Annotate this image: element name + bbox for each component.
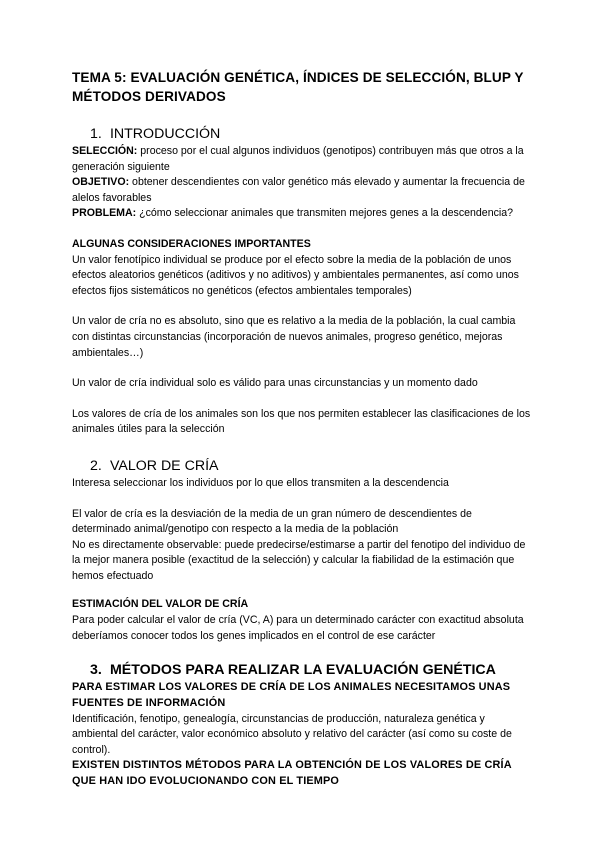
section-3-number: 3. bbox=[90, 662, 102, 679]
section-3-heading bbox=[90, 661, 532, 680]
section-1-number: 1. bbox=[90, 126, 102, 142]
paragraph: Un valor de cría individual solo es válido para unas circunstancias y un momento dado bbox=[72, 377, 478, 390]
definition-term: OBJETIVO: bbox=[72, 176, 130, 189]
paragraph: El valor de cría es la desviación de la media de un gran número de descendientes de determinado animal/genotipo con respecto a la media de la población bbox=[72, 507, 472, 536]
document-page bbox=[72, 68, 532, 790]
paragraph: No es directamente observable: puede predecirse/estimarse a partir del fenotipo del individuo de la mejor manera posible (exactitud de la selección) y calcular la fiabilidad de la estimación que hemos efectuado bbox=[72, 538, 526, 582]
definition-seleccion bbox=[72, 144, 532, 175]
subheading-metodos: EXISTEN DISTINTOS MÉTODOS PARA LA OBTENCIÓN DE LOS VALORES DE CRÍA QUE HAN IDO EVOLUCIONANDO CON EL TIEMPO bbox=[72, 759, 512, 788]
section-1-title: INTRODUCCIÓN bbox=[109, 126, 221, 142]
paragraph: Interesa seleccionar los individuos por lo que ellos transmiten a la descendencia bbox=[72, 476, 449, 489]
definition-term: SELECCIÓN: bbox=[72, 145, 138, 157]
section-1-heading bbox=[90, 125, 532, 144]
definition-term: PROBLEMA: bbox=[72, 207, 137, 220]
section-3-title: MÉTODOS PARA REALIZAR LA EVALUACIÓN GENÉTICA bbox=[109, 662, 496, 679]
paragraph: Los valores de cría de los animales son los que nos permiten establecer las clasificaciones de los animales útiles para la selección bbox=[72, 407, 531, 436]
section-2-title: VALOR DE CRÍA bbox=[109, 457, 219, 474]
subheading-estimacion: ESTIMACIÓN DEL VALOR DE CRÍA bbox=[72, 598, 249, 611]
definition-objetivo bbox=[72, 175, 532, 206]
subheading-consideraciones: ALGUNAS CONSIDERACIONES IMPORTANTES bbox=[72, 237, 311, 250]
paragraph: Para poder calcular el valor de cría (VC, A) para un determinado carácter con exactitud absoluta deberíamos conocer todos los genes implicados en el control de ese carácter bbox=[72, 614, 524, 642]
section-2-number: 2. bbox=[90, 457, 102, 474]
section-2-heading bbox=[90, 457, 532, 476]
paragraph: Identificación, fenotipo, genealogía, circunstancias de producción, naturaleza genética y ambiental del carácter, valor económico absoluto y relativo del carácter (así como su coste de control). bbox=[72, 712, 512, 756]
paragraph: Un valor fenotípico individual se produce por el efecto sobre la media de la población de unos efectos aleatorios genéticos (aditivos y no aditivos) y ambientales permanentes, así como unos efectos fijos sistemáticos no genéticos (efectos ambientales temporales) bbox=[72, 253, 519, 297]
paragraph: Un valor de cría no es absoluto, sino que es relativo a la media de la población, la cual cambia con distintas circunstancias (incorporación de nuevos animales, progreso genético, mejoras ambientales…) bbox=[72, 315, 516, 359]
document-title: TEMA 5: EVALUACIÓN GENÉTICA, ÍNDICES DE SELECCIÓN, BLUP Y MÉTODOS DERIVADOS bbox=[72, 70, 524, 104]
definition-problema bbox=[72, 206, 532, 222]
definition-text: ¿cómo seleccionar animales que transmiten mejores genes a la descendencia? bbox=[136, 207, 514, 220]
subheading-fuentes: PARA ESTIMAR LOS VALORES DE CRÍA DE LOS ANIMALES NECESITAMOS UNAS FUENTES DE INFORMACIÓN bbox=[72, 681, 511, 709]
definition-text: proceso por el cual algunos individuos (genotipos) contribuyen más que otros a la generación siguiente bbox=[72, 145, 524, 173]
definition-text: obtener descendientes con valor genético más elevado y aumentar la frecuencia de alelos favorables bbox=[72, 176, 525, 204]
